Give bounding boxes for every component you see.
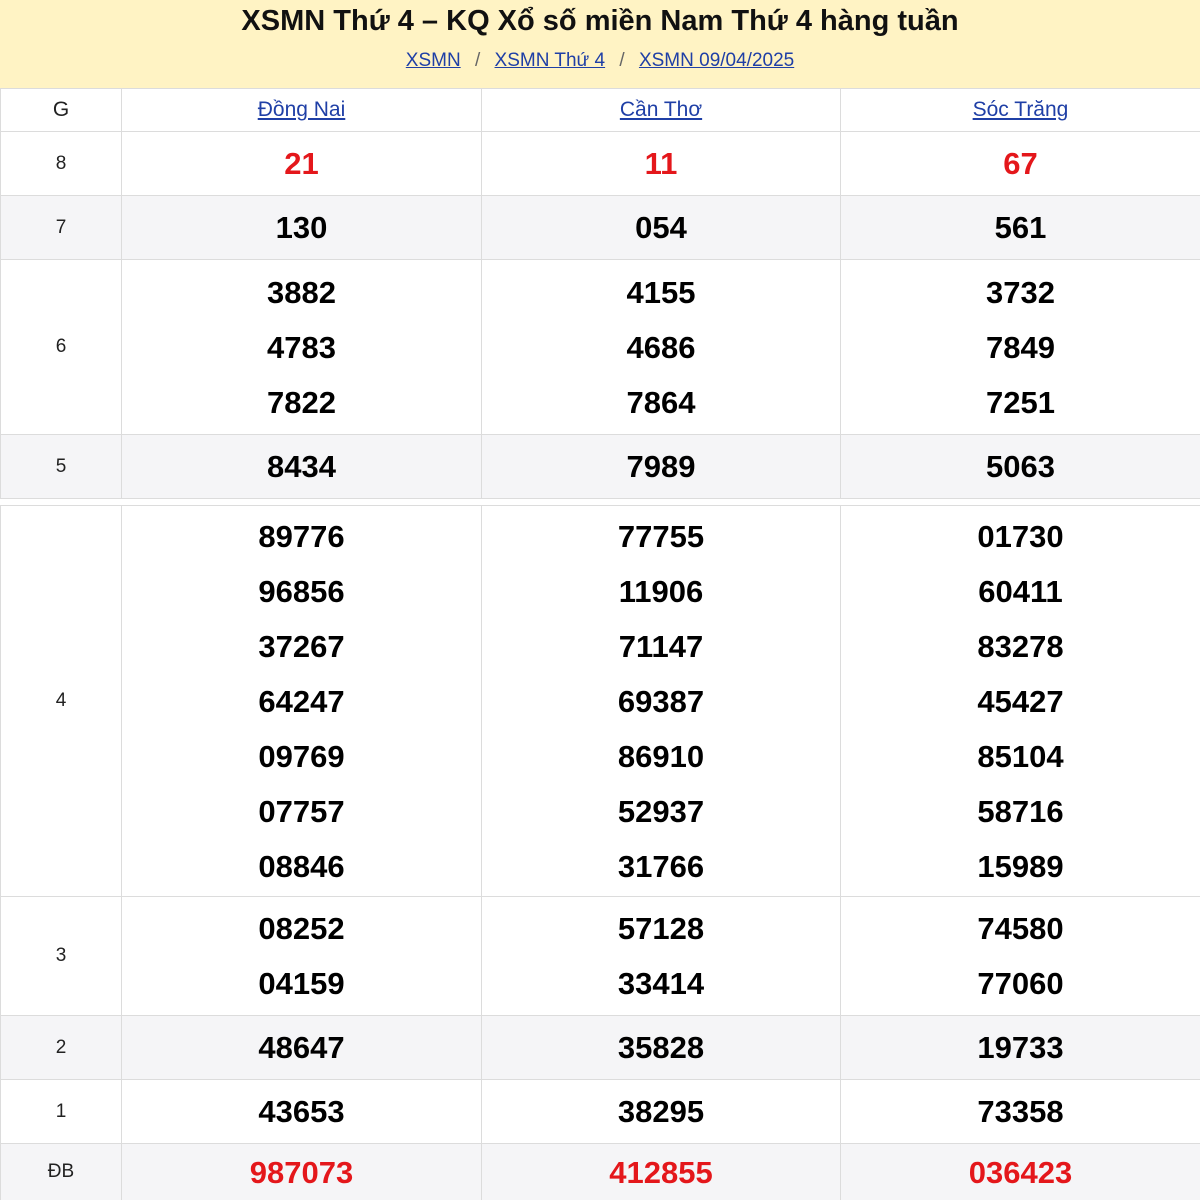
table-row — [1, 1080, 1200, 1144]
number-stack — [841, 265, 1200, 430]
prize-number: 5063 — [986, 449, 1055, 484]
prize-number: 38295 — [617, 1094, 705, 1129]
prize-label: 5 — [1, 435, 122, 499]
number-stack — [841, 901, 1200, 1011]
prize-number: 89776 — [258, 518, 345, 554]
special-prize-number: 036423 — [968, 1154, 1073, 1190]
prize-number: 11 — [644, 146, 678, 181]
number-stack — [482, 136, 840, 191]
result-cell — [482, 897, 841, 1016]
prize-label: 6 — [1, 260, 122, 435]
prize-number: 57128 — [617, 911, 705, 946]
prize-number: 561 — [994, 210, 1047, 245]
result-cell — [482, 132, 841, 196]
prize-number: 08252 — [258, 911, 345, 946]
result-cell — [482, 1016, 841, 1080]
spacer-cell — [482, 499, 841, 506]
prize-number: 11906 — [618, 573, 704, 609]
result-cell — [482, 196, 841, 260]
special-prize-number: 412855 — [609, 1154, 713, 1190]
number-stack — [841, 1145, 1200, 1200]
prize-number: 09769 — [258, 738, 345, 774]
province-header-soc-trang — [841, 89, 1200, 132]
table-row — [1, 506, 1200, 897]
number-stack — [841, 1020, 1200, 1075]
number-stack — [122, 509, 481, 894]
prize-number: 86910 — [617, 738, 705, 774]
prize-number: 4783 — [267, 329, 336, 365]
prize-number: 52937 — [617, 793, 705, 829]
row-spacer — [1, 499, 1200, 506]
prize-number: 7849 — [986, 329, 1055, 365]
prize-number: 67 — [1003, 146, 1038, 181]
table-row — [1, 1144, 1200, 1200]
prize-number: 4155 — [626, 274, 696, 310]
prize-number: 33414 — [617, 966, 705, 1001]
number-stack — [841, 1084, 1200, 1139]
table-header-row — [1, 89, 1200, 132]
province-link-dong-nai[interactable]: Đồng Nai — [257, 98, 346, 121]
prize-number: 85104 — [977, 738, 1064, 774]
prize-label: 8 — [1, 132, 122, 196]
table-row — [1, 435, 1200, 499]
breadcrumb-separator: / — [619, 50, 625, 71]
prize-number: 73358 — [977, 1094, 1064, 1129]
prize-number: 45427 — [977, 683, 1064, 719]
province-link-soc-trang[interactable]: Sóc Trăng — [972, 98, 1069, 121]
prize-number: 37267 — [258, 628, 345, 664]
prize-number: 77755 — [617, 518, 705, 554]
prize-number: 4686 — [626, 329, 696, 365]
page-header — [0, 0, 1200, 89]
province-header-dong-nai — [122, 89, 482, 132]
number-stack — [482, 1084, 840, 1139]
prize-number: 96856 — [258, 573, 345, 609]
result-cell — [122, 1016, 482, 1080]
number-stack — [841, 439, 1200, 494]
prize-number: 7822 — [267, 384, 336, 420]
result-cell — [841, 260, 1200, 435]
prize-label: 1 — [1, 1080, 122, 1144]
number-stack — [482, 200, 840, 255]
prize-number: 58716 — [977, 793, 1064, 829]
prize-label: 7 — [1, 196, 122, 260]
result-cell — [122, 1080, 482, 1144]
table-row — [1, 196, 1200, 260]
prize-label: 2 — [1, 1016, 122, 1080]
result-cell — [122, 506, 482, 897]
number-stack — [122, 439, 481, 494]
result-cell — [482, 1144, 841, 1200]
spacer-cell — [1, 499, 122, 506]
table-row — [1, 260, 1200, 435]
number-stack — [841, 136, 1200, 191]
result-cell — [122, 132, 482, 196]
page-title: XSMN Thứ 4 – KQ Xổ số miền Nam Thứ 4 hàng tuần — [241, 5, 959, 37]
result-cell — [841, 435, 1200, 499]
prize-number: 21 — [284, 146, 319, 181]
result-cell — [122, 260, 482, 435]
result-cell — [482, 1080, 841, 1144]
prize-label: ĐB — [1, 1144, 122, 1200]
number-stack — [122, 1020, 481, 1075]
spacer-cell — [122, 499, 482, 506]
result-cell — [841, 1080, 1200, 1144]
prize-number: 77060 — [977, 966, 1064, 1001]
prize-number: 19733 — [977, 1030, 1064, 1065]
prize-number: 15989 — [977, 848, 1064, 884]
result-cell — [841, 897, 1200, 1016]
prize-number: 64247 — [258, 683, 345, 719]
prize-label: 4 — [1, 506, 122, 897]
number-stack — [122, 1084, 481, 1139]
province-header-can-tho — [482, 89, 841, 132]
breadcrumb-link-xsmn[interactable]: XSMN — [405, 50, 461, 71]
prize-number: 43653 — [258, 1094, 345, 1129]
table-row — [1, 132, 1200, 196]
prize-number: 054 — [635, 210, 687, 245]
breadcrumb — [0, 49, 1200, 73]
breadcrumb-link-xsmn-thu-4[interactable]: XSMN Thứ 4 — [494, 50, 606, 71]
result-cell — [122, 1144, 482, 1200]
number-stack — [122, 1145, 481, 1200]
number-stack — [482, 901, 840, 1011]
result-cell — [841, 1144, 1200, 1200]
prize-number: 01730 — [977, 518, 1064, 554]
prize-column-header: G — [1, 89, 122, 132]
result-cell — [482, 260, 841, 435]
table-row — [1, 897, 1200, 1016]
number-stack — [482, 1020, 840, 1075]
result-cell — [841, 196, 1200, 260]
prize-number: 07757 — [258, 793, 345, 829]
prize-number: 35828 — [617, 1030, 705, 1065]
prize-label: 3 — [1, 897, 122, 1016]
table-row — [1, 1016, 1200, 1080]
prize-number: 3732 — [986, 274, 1055, 310]
prize-number: 31766 — [617, 848, 705, 884]
number-stack — [122, 901, 481, 1011]
number-stack — [482, 1145, 840, 1200]
special-prize-number: 987073 — [249, 1154, 354, 1190]
spacer-cell — [841, 499, 1200, 506]
prize-number: 7864 — [626, 384, 696, 420]
prize-number: 7251 — [986, 384, 1055, 420]
number-stack — [841, 509, 1200, 894]
number-stack — [841, 200, 1200, 255]
number-stack — [122, 136, 481, 191]
result-cell — [482, 506, 841, 897]
result-cell — [122, 196, 482, 260]
province-link-can-tho[interactable]: Cần Thơ — [619, 98, 703, 121]
number-stack — [122, 265, 481, 430]
number-stack — [482, 265, 840, 430]
breadcrumb-link-xsmn-date[interactable]: XSMN 09/04/2025 — [638, 50, 795, 71]
result-cell — [841, 1016, 1200, 1080]
results-table — [0, 88, 1200, 1200]
result-cell — [841, 132, 1200, 196]
prize-number: 60411 — [978, 573, 1063, 609]
prize-number: 83278 — [977, 628, 1064, 664]
number-stack — [482, 509, 840, 894]
prize-number: 130 — [275, 210, 328, 245]
result-cell — [122, 897, 482, 1016]
prize-number: 69387 — [617, 683, 705, 719]
result-cell — [482, 435, 841, 499]
number-stack — [122, 200, 481, 255]
prize-number: 3882 — [267, 274, 336, 310]
result-cell — [122, 435, 482, 499]
prize-number: 71147 — [618, 628, 704, 664]
prize-number: 48647 — [258, 1030, 345, 1065]
breadcrumb-separator: / — [474, 50, 481, 71]
prize-number: 04159 — [258, 966, 345, 1001]
number-stack — [482, 439, 840, 494]
prize-number: 08846 — [258, 848, 345, 884]
prize-number: 74580 — [977, 911, 1064, 946]
prize-number: 8434 — [267, 449, 336, 484]
result-cell — [841, 506, 1200, 897]
prize-number: 7989 — [626, 449, 696, 484]
